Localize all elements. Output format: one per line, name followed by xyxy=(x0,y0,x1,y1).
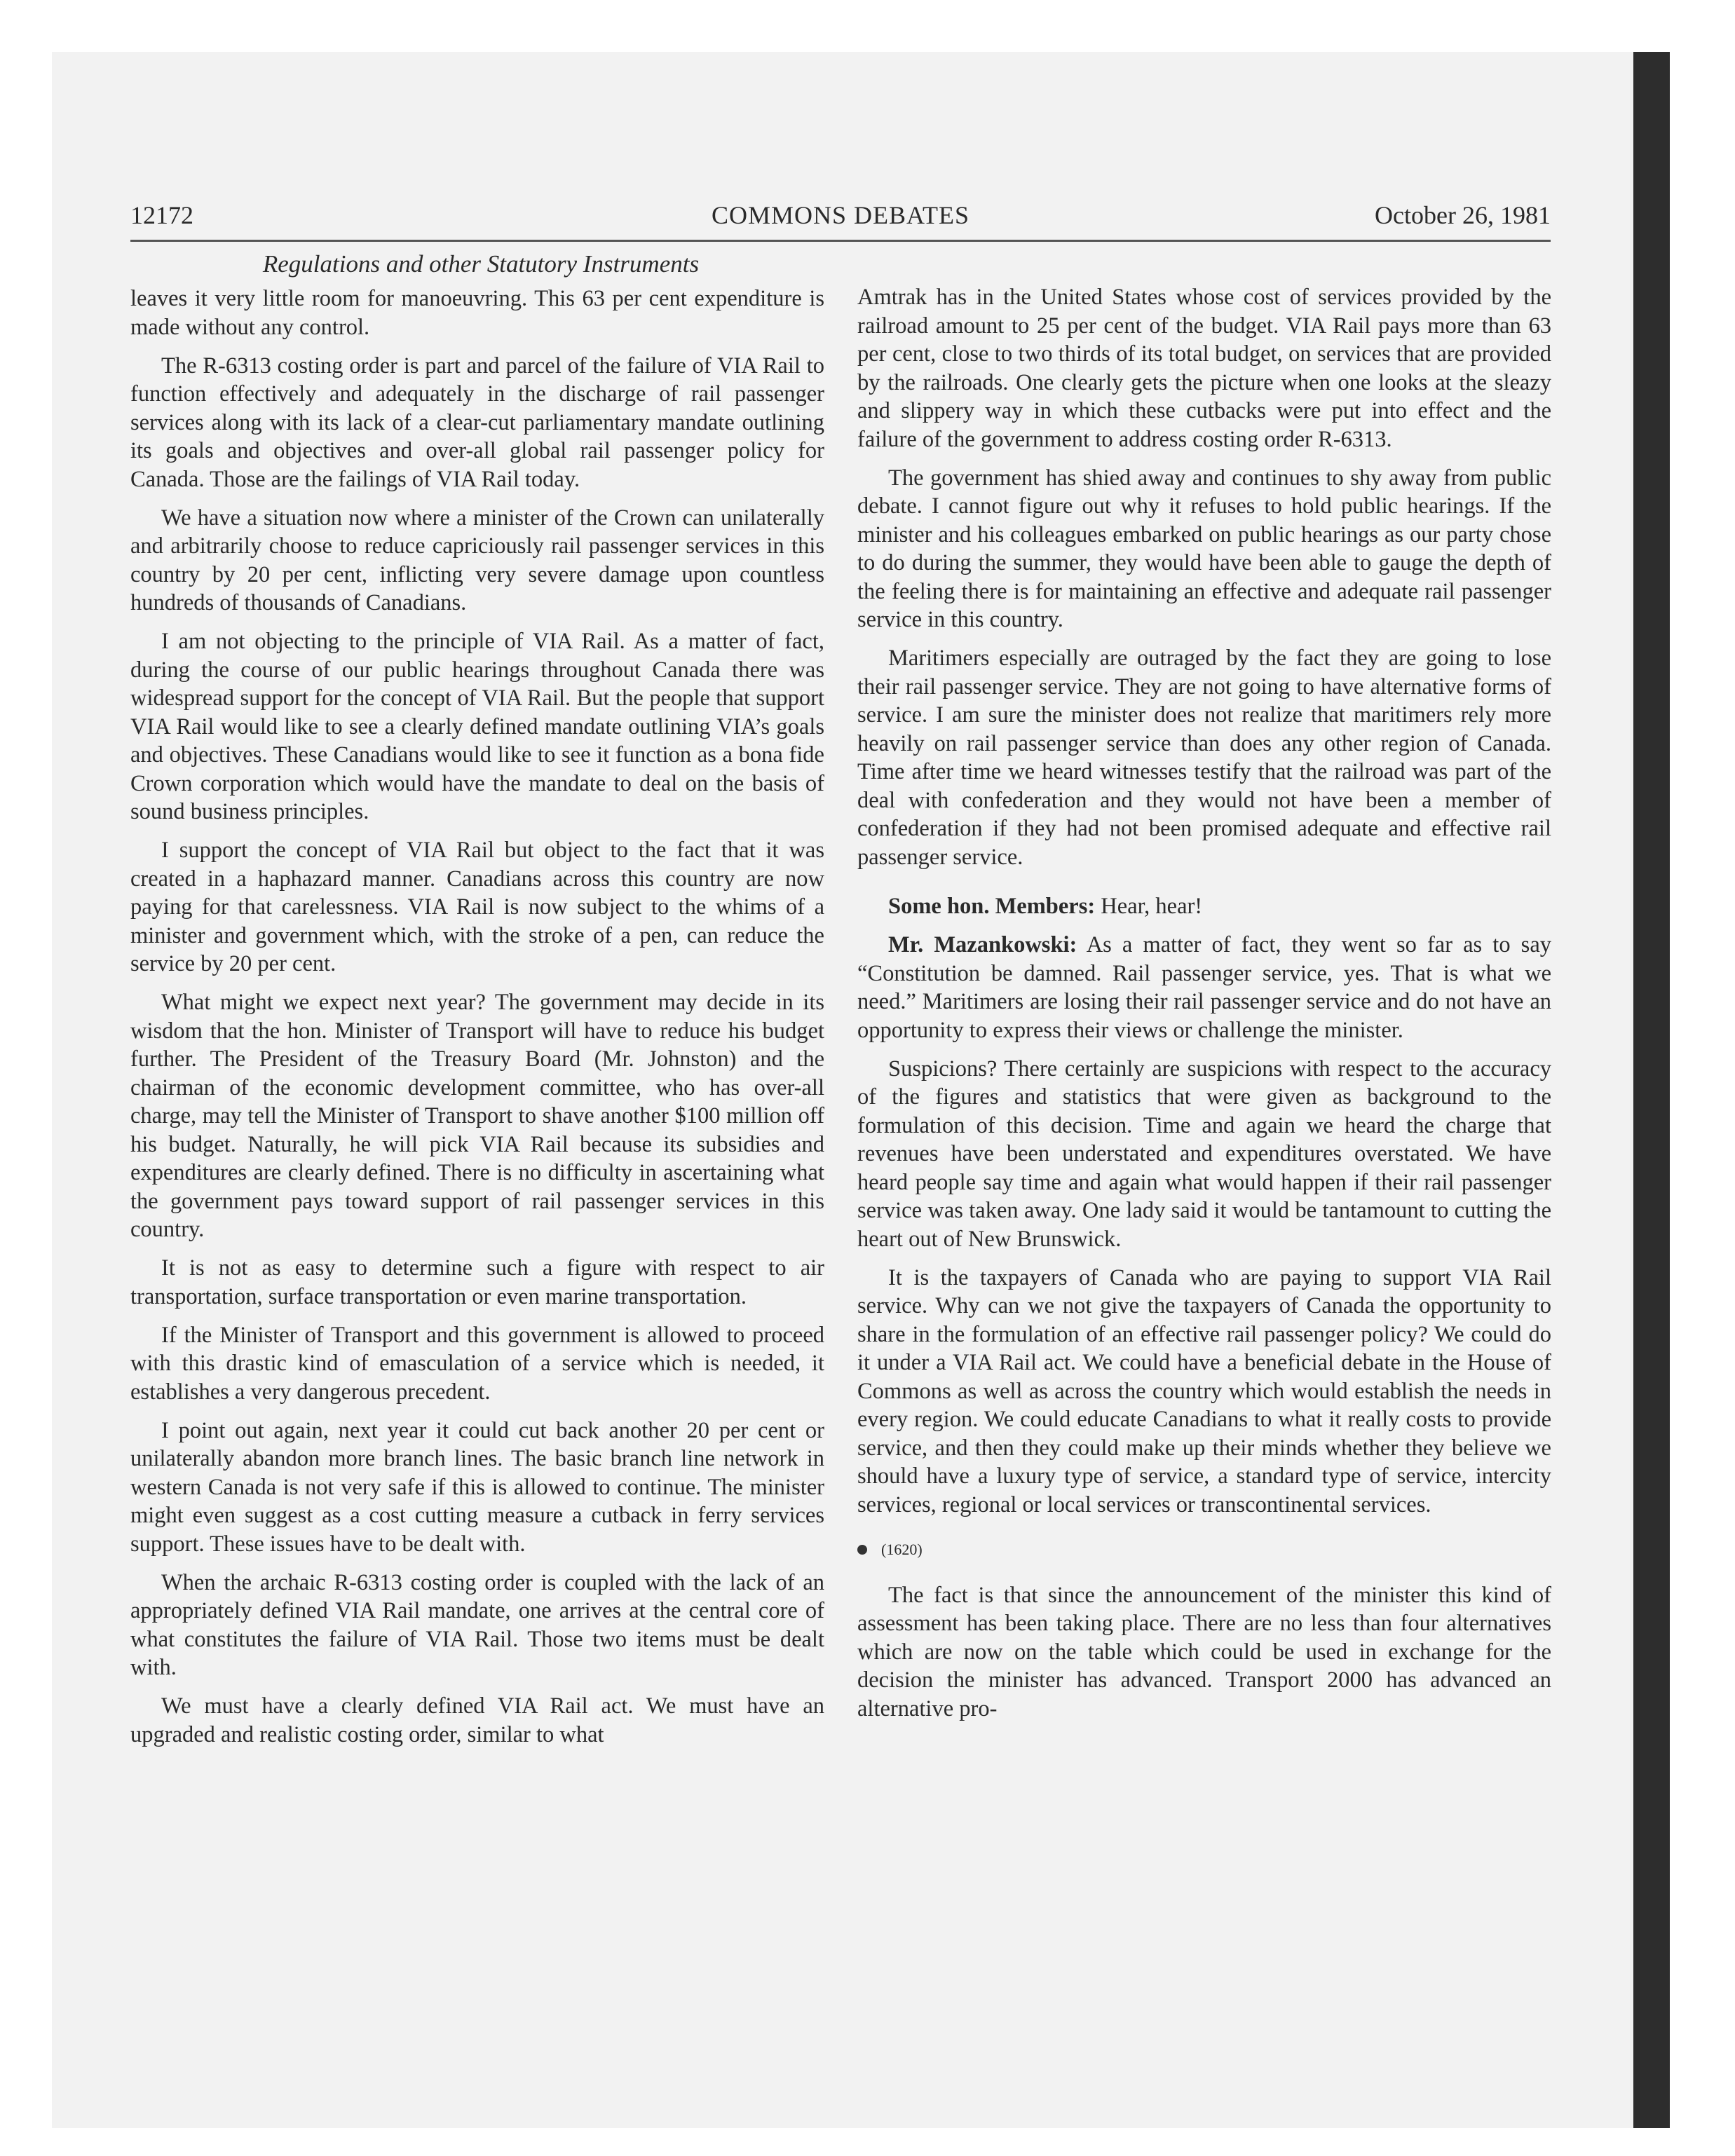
time-marker xyxy=(857,1536,1551,1564)
paragraph: Suspicions? There certainly are suspicions with respect to the accuracy of the figures and statistics that were given as background to the formulation of this decision. Time and again we heard the charge that revenues have been understated and expenditures overstated. We have heard people say time and again what would happen if their rail passenger service was taken away. One lady said it would be tantamount to cutting the heart out of New Brunswick. xyxy=(857,1056,1551,1252)
speaker-name: Some hon. Members: xyxy=(888,894,1096,919)
left-column xyxy=(130,285,824,1759)
speech-text: As a matter of fact, they went so far as to say “Constitution be damned. Rail passenger service, yes. That is what we need.” Maritimers are losing their rail passenger service and do not have an opportunity to express their views or challenge the minister. xyxy=(857,932,1551,1043)
paragraph: I point out again, next year it could cut back another 20 per cent or unilaterally abandon more branch lines. The basic branch line network in western Canada is not very safe if this is allowed to continue. The minister might even suggest as a cost cutting measure a cutback in ferry services support. These issues have to be dealt with. xyxy=(130,1417,824,1557)
speech xyxy=(857,931,1551,1044)
time-marker-text: (1620) xyxy=(881,1541,923,1558)
paragraph: I support the concept of VIA Rail but object to the fact that it was created in a haphazard manner. Canadians across this country are now paying for that carelessness. VIA Rail is now subject to the whims of a minister and government which, with the stroke of a pen, can reduce the service by 20 per cent. xyxy=(130,838,824,976)
paragraph: What might we expect next year? The government may decide in its wisdom that the hon. Minister of Transport will have to reduce his budget further. The President of the Treasury Board (Mr. Johnston) and the chairman of the economic development committee, who has over-all charge, may tell the Minister of Transport to shave another $100 million off his budget. Naturally, he will pick VIA Rail because its subsidies and expenditures are clearly defined. There is no difficulty in ascertaining what the government pays toward support of rail passenger services in this country. xyxy=(130,990,824,1242)
section-title: Regulations and other Statutory Instruments xyxy=(262,250,700,278)
publication-date: October 26, 1981 xyxy=(1375,201,1551,229)
publication-title: COMMONS DEBATES xyxy=(711,201,970,229)
paragraph: It is the taxpayers of Canada who are paying to support VIA Rail service. Why can we not give the taxpayers of Canada the opportunity to share in the formulation of an effective rail passenger policy? We could do it under a VIA Rail act. We could have a beneficial debate in the House of Commons as well as across the country which would establish the needs in every region. We could educate Canadians to what it really costs to provide service, and then they could make up their minds whether they believe we should have a luxury type of service, a standard type of service, intercity services, regional or local services or transcontinental services. xyxy=(857,1264,1551,1517)
paragraph: Maritimers especially are outraged by the fact they are going to lose their rail passenger service. They are not going to have alternative forms of service. I am sure the minister does not realize that maritimers rely more heavily on rail passenger service than does any other region of Canada. Time after time we heard witnesses testify that the railroad was part of the deal with confederation and they would not have been a member of confederation if they had not been promised adequate and effective rail passenger service. xyxy=(857,646,1551,870)
paragraph: Amtrak has in the United States whose cost of services provided by the railroad amount to 25 per cent of the budget. VIA Rail pays more than 63 per cent, close to two thirds of its total budget, on services that are provided by the railroads. One clearly gets the picture when one looks at the sleazy and slippery way in which these cutbacks were put into effect and the failure of the government to address costing order R-6313. xyxy=(857,285,1551,452)
paragraph: The R-6313 costing order is part and parcel of the failure of VIA Rail to function effectively and adequately in the discharge of rail passenger services along with its lack of a clear-cut parliamentary mandate outlining its goals and objectives and over-all global rail passenger policy for Canada. Those are the failings of VIA Rail today. xyxy=(130,353,824,492)
bullet-icon xyxy=(857,1545,867,1555)
page-number: 12172 xyxy=(130,201,193,229)
paragraph: I am not objecting to the principle of VIA Rail. As a matter of fact, during the course of our public hearings throughout Canada there was widespread support for the concept of VIA Rail. But the people that support VIA Rail would like to see a clearly defined mandate outlining VIA’s goals and objectives. These Canadians would like to see it function as a bona fide Crown corporation which would have the mandate to deal on the basis of sound business principles. xyxy=(130,629,824,824)
speaker-name: Mr. Mazankowski: xyxy=(888,932,1077,957)
paragraph: We have a situation now where a minister of the Crown can unilaterally and arbitrarily choose to reduce capriciously rail passenger services in this country by 20 per cent, inflicting very severe damage upon countless hundreds of thousands of Canadians. xyxy=(130,505,824,615)
paragraph: The fact is that since the announcement of the minister this kind of assessment has been taking place. There are no less than four alternatives which are now on the table which could be used in exchange for the decision the minister has advanced. Transport 2000 has advanced an alternative pro- xyxy=(857,1582,1551,1721)
interjection xyxy=(857,892,1551,921)
page-header xyxy=(130,200,1551,242)
paragraph: It is not as easy to determine such a figure with respect to air transportation, surface transportation or even marine transportation. xyxy=(130,1255,824,1309)
paragraph: The government has shied away and continues to shy away from public debate. I cannot figure out why it refuses to hold public hearings. If the minister and his colleagues embarked on public hearings as our party chose to do during the summer, they would have been able to gauge the depth of the feeling there is for maintaining an effective and adequate rail passenger service in this country. xyxy=(857,465,1551,632)
paragraph: If the Minister of Transport and this government is allowed to proceed with this drastic kind of emasculation of a service which is needed, it establishes a very dangerous precedent. xyxy=(130,1322,824,1405)
right-column xyxy=(857,283,1551,1733)
paragraph: When the archaic R-6313 costing order is coupled with the lack of an appropriately defined VIA Rail mandate, one arrives at the central core of what constitutes the failure of VIA Rail. Those two items must be dealt with. xyxy=(130,1569,824,1680)
speech-text: Hear, hear! xyxy=(1101,894,1203,919)
paragraph: leaves it very little room for manoeuvring. This 63 per cent expenditure is made without any control. xyxy=(130,286,824,340)
paragraph: We must have a clearly defined VIA Rail act. We must have an upgraded and realistic costing order, similar to what xyxy=(130,1693,824,1747)
scan-edge-shadow xyxy=(1633,52,1670,2128)
